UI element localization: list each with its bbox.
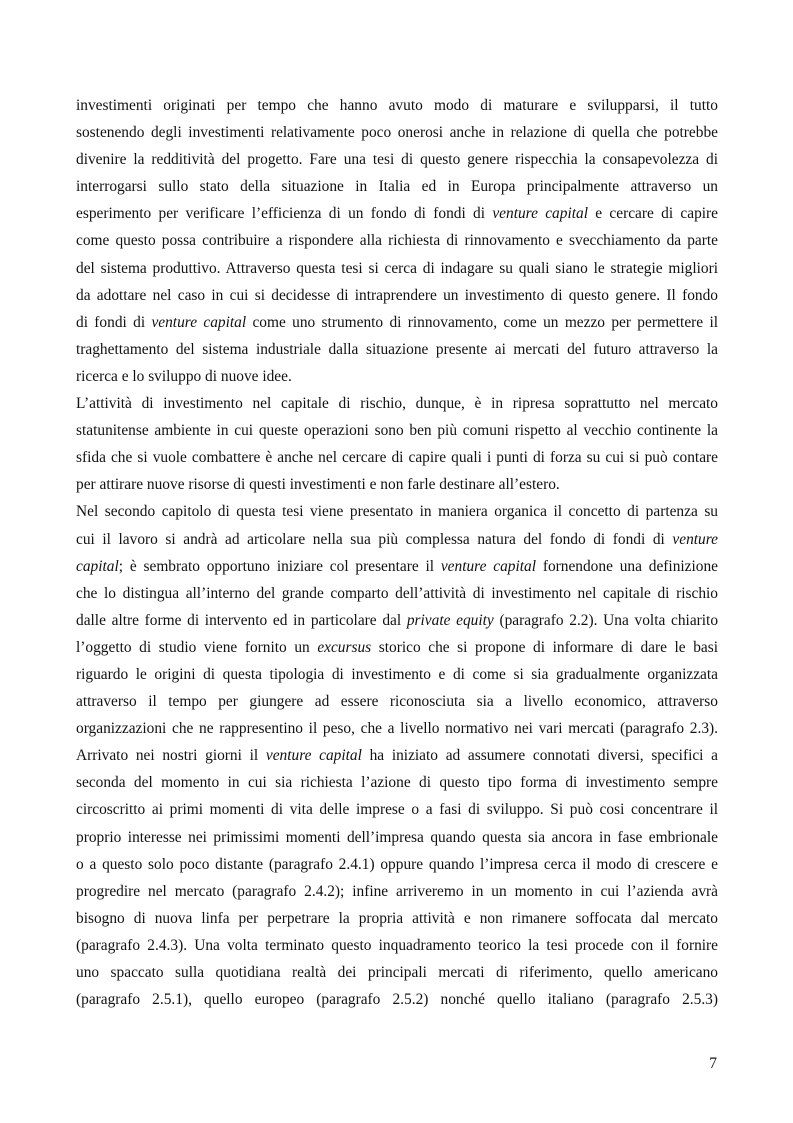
text-segment: riguardo le origini di questa tipologia di investimento e di come si sia gradualmente organizzata bbox=[76, 665, 718, 683]
text-line bbox=[76, 715, 718, 742]
text-line bbox=[76, 390, 718, 417]
italic-term: venture capital bbox=[265, 747, 362, 765]
text-line bbox=[76, 173, 718, 200]
italic-term: private equity bbox=[406, 611, 494, 629]
text-line bbox=[76, 959, 718, 986]
text-segment: L’attività di investimento nel capitale di rischio, dunque, è in ripresa soprattutto nel mercato bbox=[76, 395, 718, 413]
text-line bbox=[76, 444, 718, 471]
text-line bbox=[76, 851, 718, 878]
text-segment: come questo possa contribuire a rispondere alla richiesta di rinnovamento e svecchiamento da parte bbox=[76, 232, 718, 250]
text-line bbox=[76, 200, 718, 227]
text-line bbox=[76, 309, 718, 336]
text-segment: Arrivato nei nostri giorni il bbox=[76, 747, 266, 765]
text-segment: o a questo solo poco distante (paragrafo 2.4.1) oppure quando l’impresa cerca il modo di crescere e bbox=[76, 855, 718, 873]
text-segment: proprio interesse nei primissimi momenti dell’impresa quando questa sia ancora in fase embrionale bbox=[76, 828, 718, 846]
text-line bbox=[76, 282, 718, 309]
text-segment: uno spaccato sulla quotidiana realtà dei principali mercati di riferimento, quello americano bbox=[76, 964, 718, 981]
text-segment: Nel secondo capitolo di questa tesi viene presentato in maniera organica il concetto di partenza su bbox=[76, 503, 718, 521]
text-segment: divenire la redditività del progetto. Fare una tesi di questo genere rispecchia la consapevolezza di bbox=[76, 151, 718, 169]
text-segment: (paragrafo 2.4.3). Una volta terminato questo inquadramento teorico la tesi procede con il fornire bbox=[76, 936, 718, 954]
italic-term: venture capital bbox=[492, 205, 588, 223]
text-line bbox=[76, 146, 718, 173]
text-line bbox=[76, 905, 718, 932]
italic-term: venture bbox=[672, 530, 718, 548]
text-segment: bisogno di nuova linfa per perpetrare la propria attività e non rimanere soffocata dal mercato bbox=[76, 909, 718, 927]
text-line bbox=[76, 688, 718, 715]
text-line bbox=[76, 471, 718, 498]
text-segment: seconda del momento in cui sia richiesta l’azione di questo tipo forma di investimento sempre bbox=[76, 774, 718, 792]
text-segment: interrogarsi sullo stato della situazione in Italia ed in Europa principalmente attraverso un bbox=[76, 178, 718, 196]
text-line bbox=[76, 796, 718, 823]
text-line bbox=[76, 986, 718, 1013]
text-line bbox=[76, 92, 718, 119]
text-line bbox=[76, 417, 718, 444]
italic-term: excursus bbox=[317, 638, 372, 656]
text-line bbox=[76, 580, 718, 607]
text-segment: del sistema produttivo. Attraverso questa tesi si cerca di indagare su quali siano le strategie migliori bbox=[76, 259, 718, 277]
text-segment: traghettamento del sistema industriale dalla situazione presente ai mercati del futuro attraverso la bbox=[76, 340, 718, 358]
text-segment: fornendone una definizione bbox=[536, 557, 718, 575]
text-line bbox=[76, 227, 718, 254]
text-line bbox=[76, 255, 718, 282]
text-segment: esperimento per verificare l’efficienza di un fondo di fondi di bbox=[76, 205, 493, 223]
body-text bbox=[76, 92, 718, 1013]
text-line bbox=[76, 607, 718, 634]
text-segment: dalle altre forme di intervento ed in particolare dal bbox=[76, 611, 407, 629]
text-segment: sostenendo degli investimenti relativamente poco onerosi anche in relazione di quella che potrebbe bbox=[76, 124, 718, 142]
text-segment: investimenti originati per tempo che hanno avuto modo di maturare e svilupparsi, il tutto bbox=[76, 97, 718, 114]
text-line bbox=[76, 553, 718, 580]
text-line bbox=[76, 119, 718, 146]
text-segment: attraverso il tempo per giungere ad essere riconosciuta sia a livello economico, attraverso bbox=[76, 693, 718, 711]
text-segment: progredire nel mercato (paragrafo 2.4.2); infine arriveremo in un momento in cui l’azienda avrà bbox=[76, 882, 718, 900]
text-segment: che lo distingua all’interno del grande comparto dell’attività di investimento nel capitale di rischio bbox=[76, 584, 718, 602]
text-line bbox=[76, 336, 718, 363]
text-line bbox=[76, 498, 718, 525]
text-segment: statunitense ambiente in cui queste operazioni sono ben più comuni rispetto al vecchio continente la bbox=[76, 422, 718, 440]
text-segment: per attirare nuove risorse di questi investimenti e non farle destinare all’estero. bbox=[76, 476, 560, 494]
italic-term: capital bbox=[76, 557, 119, 575]
text-segment: l’oggetto di studio viene fornito un bbox=[76, 638, 318, 656]
text-segment: (paragrafo 2.5.1), quello europeo (paragrafo 2.5.2) nonché quello italiano (paragrafo 2.5.3) bbox=[76, 991, 718, 1009]
text-line bbox=[76, 769, 718, 796]
text-segment: organizzazioni che ne rappresentino il peso, che a livello normativo nei vari mercati (paragrafo 2.3). bbox=[76, 720, 718, 738]
text-line bbox=[76, 742, 718, 769]
text-segment: di fondi di bbox=[76, 313, 152, 331]
text-segment: ; è sembrato opportuno iniziare col presentare il bbox=[118, 557, 441, 575]
text-segment: cui il lavoro si andrà ad articolare nella sua più complessa natura del fondo di fondi di bbox=[76, 530, 673, 548]
text-segment: ha iniziato ad assumere connotati diversi, specifici a bbox=[361, 747, 718, 765]
text-segment: come uno strumento di rinnovamento, come un mezzo per permettere il bbox=[246, 313, 718, 331]
text-line bbox=[76, 363, 718, 390]
text-segment: storico che si propone di informare di dare le basi bbox=[371, 638, 719, 656]
page-number: 7 bbox=[709, 1055, 717, 1072]
text-line bbox=[76, 932, 718, 959]
text-segment: e cercare di capire bbox=[587, 205, 718, 223]
italic-term: venture capital bbox=[440, 557, 536, 575]
text-segment: ricerca e lo sviluppo di nuove idee. bbox=[76, 367, 292, 385]
text-segment: (paragrafo 2.2). Una volta chiarito bbox=[493, 611, 719, 629]
text-line bbox=[76, 878, 718, 905]
text-line bbox=[76, 526, 718, 553]
italic-term: venture capital bbox=[151, 313, 247, 331]
text-line bbox=[76, 661, 718, 688]
text-segment: circoscritto ai primi momenti di vita delle imprese o a fasi di sviluppo. Si può cosi concentrare il bbox=[76, 801, 718, 819]
text-segment: da adottare nel caso in cui si decidesse di intraprendere un investimento di questo genere. Il fondo bbox=[76, 286, 718, 304]
text-segment: sfida che si vuole combattere è anche nel cercare di capire quali i punti di forza su cui si può contare bbox=[76, 449, 718, 467]
text-line bbox=[76, 634, 718, 661]
text-line bbox=[76, 824, 718, 851]
